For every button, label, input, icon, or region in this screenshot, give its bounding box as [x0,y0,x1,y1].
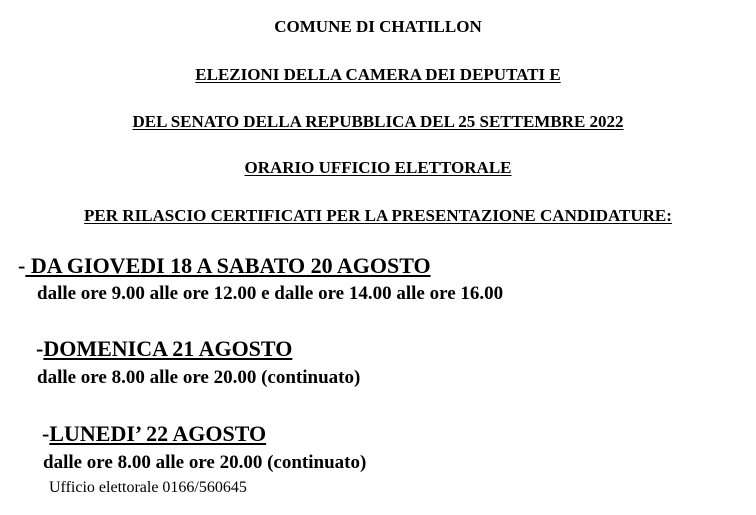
purpose-text: PER RILASCIO CERTIFICATI PER LA PRESENTAZIONE CANDIDATURE: [84,206,672,225]
schedule-day-label-2: DOMENICA 21 AGOSTO [43,336,293,361]
comune-title [0,17,756,37]
schedule-dash-1: - [18,253,26,278]
schedule-hours-3 [43,452,366,474]
purpose-line [0,206,756,226]
comune-name: COMUNE DI CHATILLON [274,17,482,36]
office-contact-text: Ufficio elettorale 0166/560645 [49,479,247,496]
election-title-text2: DEL SENATO DELLA REPUBBLICA DEL 25 SETTEMBRE 2022 [132,112,624,131]
schedule-hours-1 [37,283,503,305]
schedule-day-label-3: LUNEDI’ 22 AGOSTO [49,421,267,446]
election-title-line1 [0,65,756,85]
schedule-dash-3: - [42,421,50,446]
election-title-text1: ELEZIONI DELLA CAMERA DEI DEPUTATI E [195,65,561,84]
office-contact [49,478,247,498]
schedule-dash-2: - [36,336,44,361]
schedule-day-label-1: DA GIOVEDI 18 A SABATO 20 AGOSTO [25,253,431,278]
schedule-day-3 [42,421,266,447]
schedule-hours-text-3: dalle ore 8.00 alle ore 20.00 (continuato) [43,452,367,473]
schedule-hours-2 [37,367,360,389]
schedule-hours-text-2: dalle ore 8.00 alle ore 20.00 (continuato) [37,367,361,388]
schedule-day-1 [18,253,431,279]
schedule-hours-text-1: dalle ore 9.00 alle ore 12.00 e dalle ore 14.00 alle ore 16.00 [37,283,504,304]
election-title-line2 [0,112,756,132]
office-hours-text: ORARIO UFFICIO ELETTORALE [244,158,512,177]
office-hours-title [0,158,756,178]
schedule-day-2 [36,336,292,362]
